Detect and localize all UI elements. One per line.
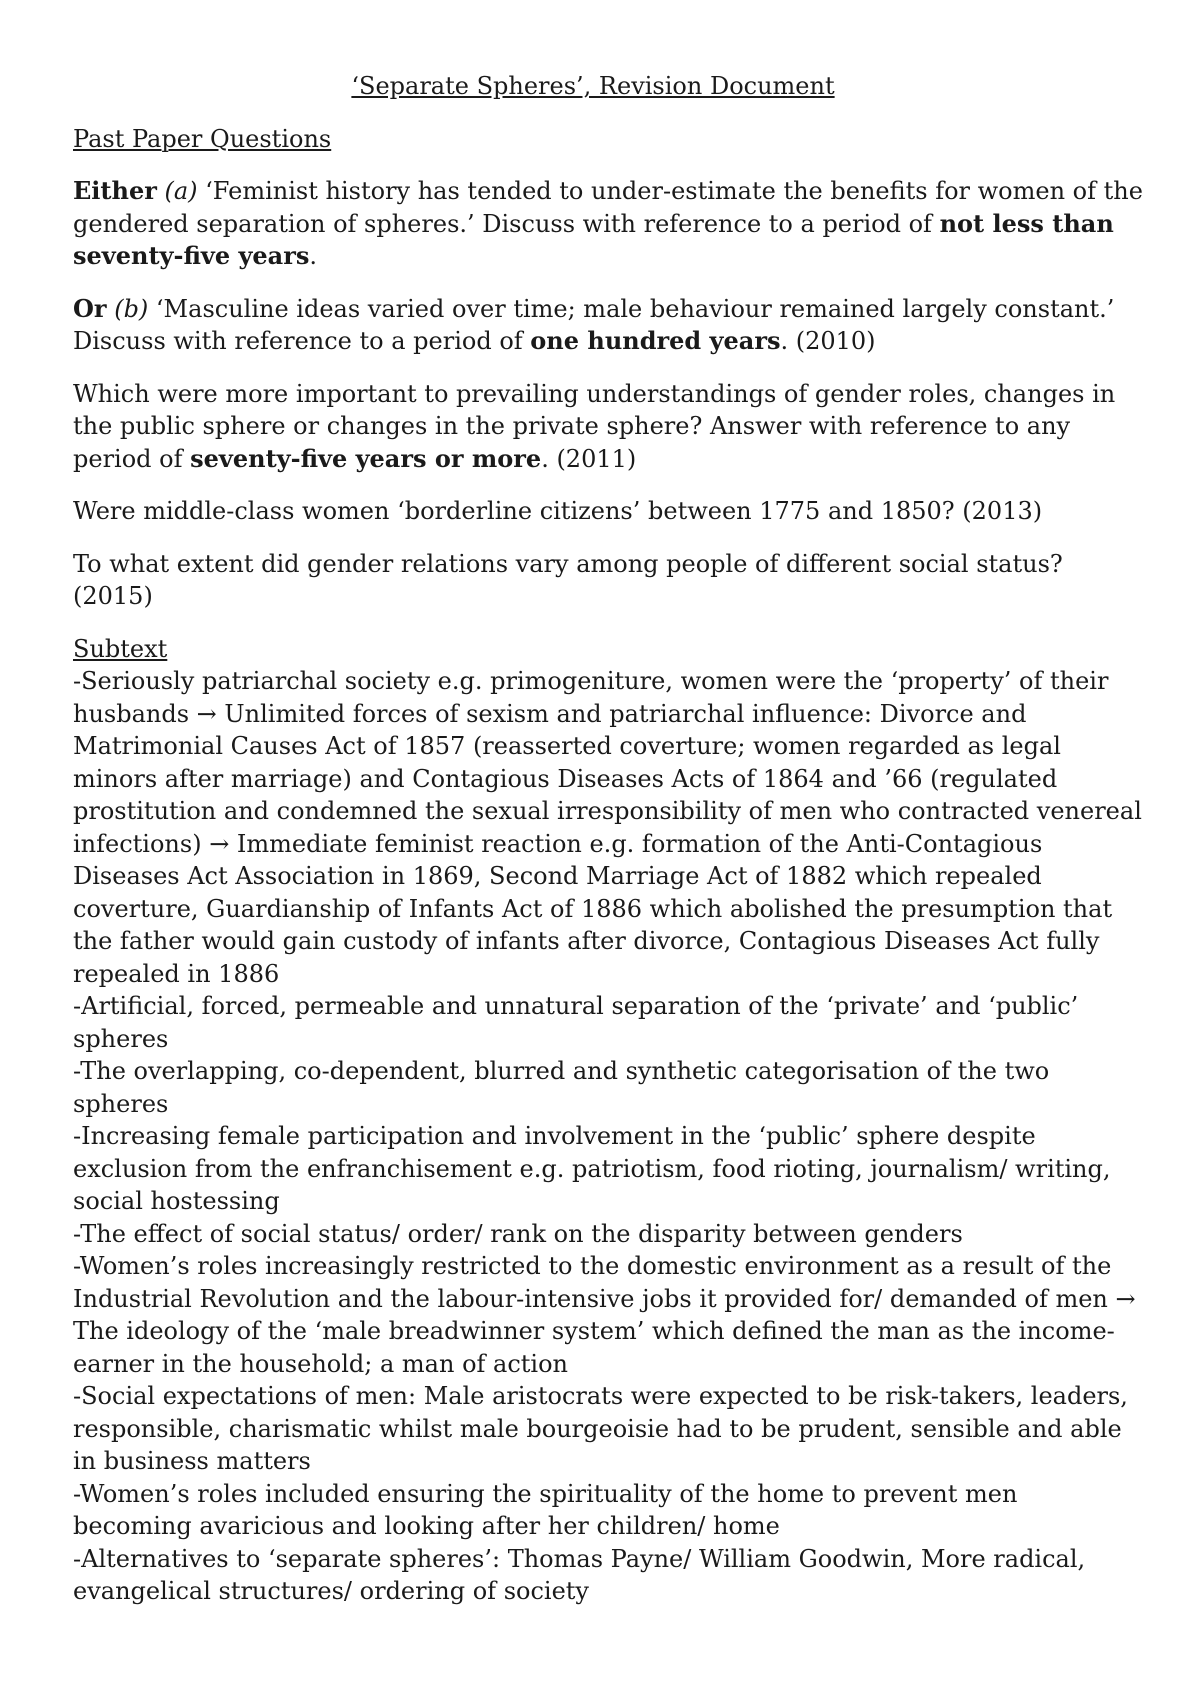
question-1-emphasis: not less than seventy-five years — [73, 208, 1114, 270]
subtext-item: -Increasing female participation and involvement in the ‘public’ sphere despite exclusion from the enfranchisement e.g. patriotism, food rioting, journalism/ writing, social hostessing — [73, 1122, 1111, 1215]
question-2-end: . (2010) — [780, 327, 876, 355]
either-label: Either — [73, 176, 157, 205]
subtext-list — [73, 665, 1143, 1608]
question-3 — [73, 378, 1143, 476]
question-3-emphasis: seventy-five years or more — [190, 443, 542, 473]
subtext-heading: Subtext — [73, 634, 168, 663]
question-3-end: . (2011) — [541, 444, 637, 473]
question-5: To what extent did gender relations vary among people of different social status? (2015) — [73, 549, 1063, 610]
subtext-item: -The overlapping, co-dependent, blurred and synthetic categorisation of the two spheres — [73, 1057, 1050, 1118]
subtext-item: -Women’s roles increasingly restricted to the domestic environment as a result of the Industrial Revolution and the labour-intensive jobs it provided for/ demanded of men → The ideology of the ‘male breadwinner system’ which defined the man as the income-earner in the household; a man of action — [73, 1252, 1136, 1378]
subtext-item: -Social expectations of men: Male aristocrats were expected to be risk-takers, leaders, responsible, charismatic whilst male bourgeoisie had to be prudent, sensible and able in business matters — [73, 1382, 1128, 1475]
or-label: Or — [73, 293, 107, 323]
question-3-text: Which were more important to prevailing understandings of gender roles, changes in the public sphere or changes in the private sphere? Answer with reference to any period of — [73, 379, 1116, 473]
question-2 — [73, 293, 1143, 358]
subtext-item: -The effect of social status/ order/ rank on the disparity between genders — [73, 1219, 963, 1248]
question-1-end: . — [309, 242, 318, 270]
document-title: ‘Separate Spheres’, Revision Document — [351, 72, 835, 100]
subtext-item: -Alternatives to ‘separate spheres’: Thomas Payne/ William Goodwin, More radical, evangelical structures/ ordering of society — [73, 1544, 1086, 1605]
subtext-item: -Women’s roles included ensuring the spirituality of the home to prevent men becoming avaricious and looking after her children/ home — [73, 1479, 1018, 1540]
subtext-item: -Seriously patriarchal society e.g. primogeniture, women were the ‘property’ of their husbands → Unlimited forces of sexism and patriarchal influence: Divorce and Matrimonial Causes Act of 1857 (reasserted coverture; women regarded as legal minors after marriage) and Contagious Diseases Acts of 1864 and ’66 (regulated prostitution and condemned the sexual irresponsibility of men who contracted venereal infections) → Immediate feminist reaction e.g. formation of the Anti-Contagious Diseases Act Association in 1869, Second Marriage Act of 1882 which repealed coverture, Guardianship of Infants Act of 1886 which abolished the presumption that the father would gain custody of infants after divorce, Contagious Diseases Act fully repealed in 1886 — [73, 667, 1142, 988]
question-2-emphasis: one hundred years — [530, 326, 781, 355]
past-paper-heading: Past Paper Questions — [73, 124, 332, 153]
question-2-text: ‘Masculine ideas varied over time; male behaviour remained largely constant.’ Discuss with reference to a period of — [73, 294, 1115, 355]
question-4: Were middle-class women ‘borderline citizens’ between 1775 and 1850? (2013) — [73, 497, 1043, 525]
question-1-text: ‘Feminist history has tended to under-estimate the benefits for women of the gendered separation of spheres.’ Discuss with reference to a period of — [73, 177, 1143, 238]
subtext-item: -Artificial, forced, permeable and unnatural separation of the ‘private’ and ‘public’ spheres — [73, 992, 1079, 1053]
option-a-label: (a) — [164, 177, 198, 205]
question-1 — [73, 175, 1143, 273]
option-b-label: (b) — [114, 294, 149, 323]
document-page — [73, 70, 1143, 1608]
